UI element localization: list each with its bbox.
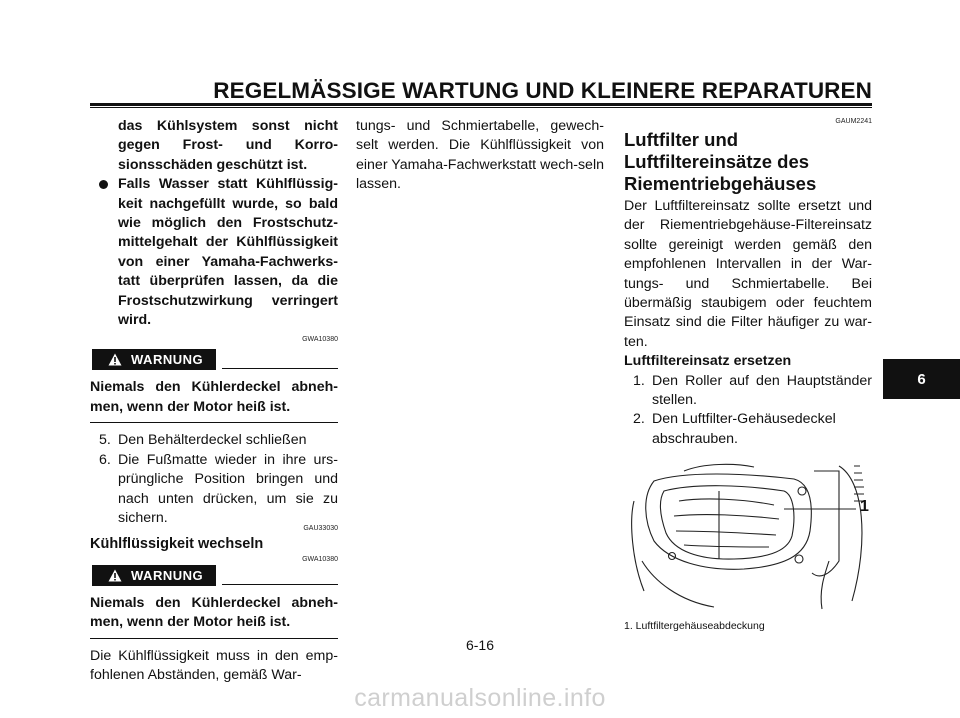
step-5 <box>90 431 338 450</box>
intro-line-1: das Kühlsystem sonst nicht <box>118 118 338 134</box>
watermark: carmanualsonline.info <box>354 684 606 712</box>
warning-triangle-icon <box>108 353 122 366</box>
step-text: Die Fußmatte wieder in ihre urs-prüngliche Position bringen und nach unten drücken, um sie zu sichern. <box>118 451 338 526</box>
divider <box>90 422 338 423</box>
section-title-line: Luftfiltereinsätze des <box>624 151 810 172</box>
subheading: Kühlflüssigkeit wechseln <box>90 536 264 553</box>
warning-text: Niemals den Kühlerdeckel abneh-men, wenn der Motor heiß ist. <box>90 379 338 415</box>
scooter-air-filter-icon <box>624 461 872 611</box>
step-2 <box>624 410 872 449</box>
header-rule-thick <box>90 103 872 106</box>
section-title-line: Luftfilter und <box>624 129 739 150</box>
chapter-tab: 6 <box>883 359 960 399</box>
body-text: Der Luftfiltereinsatz sollte ersetzt und der Riementriebgehäuse-Filtereinsatz sollte gereinigt werden gemäß den empfohlenen Intervallen in der War-tungs- und Schmiertabelle. Bei übermäßig staubigem oder feuchtem Einsatz sind die Filter häufiger zu war-ten. <box>624 198 872 350</box>
step-text: Den Luftfilter-Gehäusedeckel abschrauben. <box>652 411 836 447</box>
step-text: Den Roller auf den Hauptständer stellen. <box>652 372 872 409</box>
intro-line-2: gegen Frost- und Korro- <box>118 137 338 154</box>
page-header-title: REGELMÄSSIGE WARTUNG UND KLEINERE REPARATUREN <box>213 78 872 103</box>
body-text: Die Kühlflüssigkeit muss in den emp-fohlenen Abständen, gemäß War- <box>90 647 338 683</box>
step-number: 1. <box>633 372 645 389</box>
column-right <box>624 117 872 633</box>
reference-code: GWA10380 <box>302 336 338 344</box>
warning-banner <box>90 562 338 590</box>
column-left <box>90 117 338 685</box>
figure-callout: 1 <box>860 498 869 516</box>
warning-text: Niemals den Kühlerdeckel abneh-men, wenn der Motor heiß ist. <box>90 594 338 631</box>
body-text: tungs- und Schmiertabelle, gewech-selt werden. Die Kühlflüssigkeit von einer Yamaha-Fachwerkstatt wech-seln lassen. <box>356 118 604 193</box>
subheading: Luftfiltereinsatz ersetzen <box>624 353 792 370</box>
warning-rule <box>222 368 338 369</box>
intro-text <box>90 117 338 175</box>
warning-label: WARNUNG <box>131 352 204 368</box>
warning-banner <box>90 346 338 374</box>
warning-triangle-icon <box>108 569 122 582</box>
section-title <box>624 129 872 195</box>
column-middle <box>356 117 604 195</box>
reference-code: GAU33030 <box>303 525 338 533</box>
reference-code: GWA10380 <box>302 555 338 563</box>
page-number: 6-16 <box>465 637 495 653</box>
warning-label-box <box>92 349 216 370</box>
reference-code: GAUM2241 <box>835 118 872 125</box>
step-6 <box>90 451 338 529</box>
bullet-text: Falls Wasser statt Kühlflüssig-keit nachgefüllt wurde, so bald wie möglich den Frostschutz-mittelgehalt der Kühlflüssigkeit von einer Yamaha-Fachwerks-tatt überprüfen lassen, da die Frostschutzwirkung verringert wird. <box>118 176 338 329</box>
step-1 <box>624 372 872 411</box>
header-rule-thin <box>90 107 872 108</box>
figure-caption: 1. Luftfiltergehäuseabdeckung <box>624 620 765 633</box>
step-number: 2. <box>633 411 645 428</box>
step-number: 6. <box>99 451 111 468</box>
warning-rule <box>222 584 338 585</box>
section-title-line: Riementriebgehäuses <box>624 173 817 194</box>
warning-label-box <box>92 565 216 586</box>
bullet-dot-icon <box>99 180 108 189</box>
warning-label: WARNUNG <box>131 567 204 583</box>
step-number: 5. <box>99 432 111 449</box>
bullet-item <box>90 175 338 330</box>
step-text: Den Behälterdeckel schließen <box>118 432 307 449</box>
air-filter-cover-illustration <box>624 461 872 611</box>
intro-line-3: sionsschäden geschützt ist. <box>118 156 308 173</box>
